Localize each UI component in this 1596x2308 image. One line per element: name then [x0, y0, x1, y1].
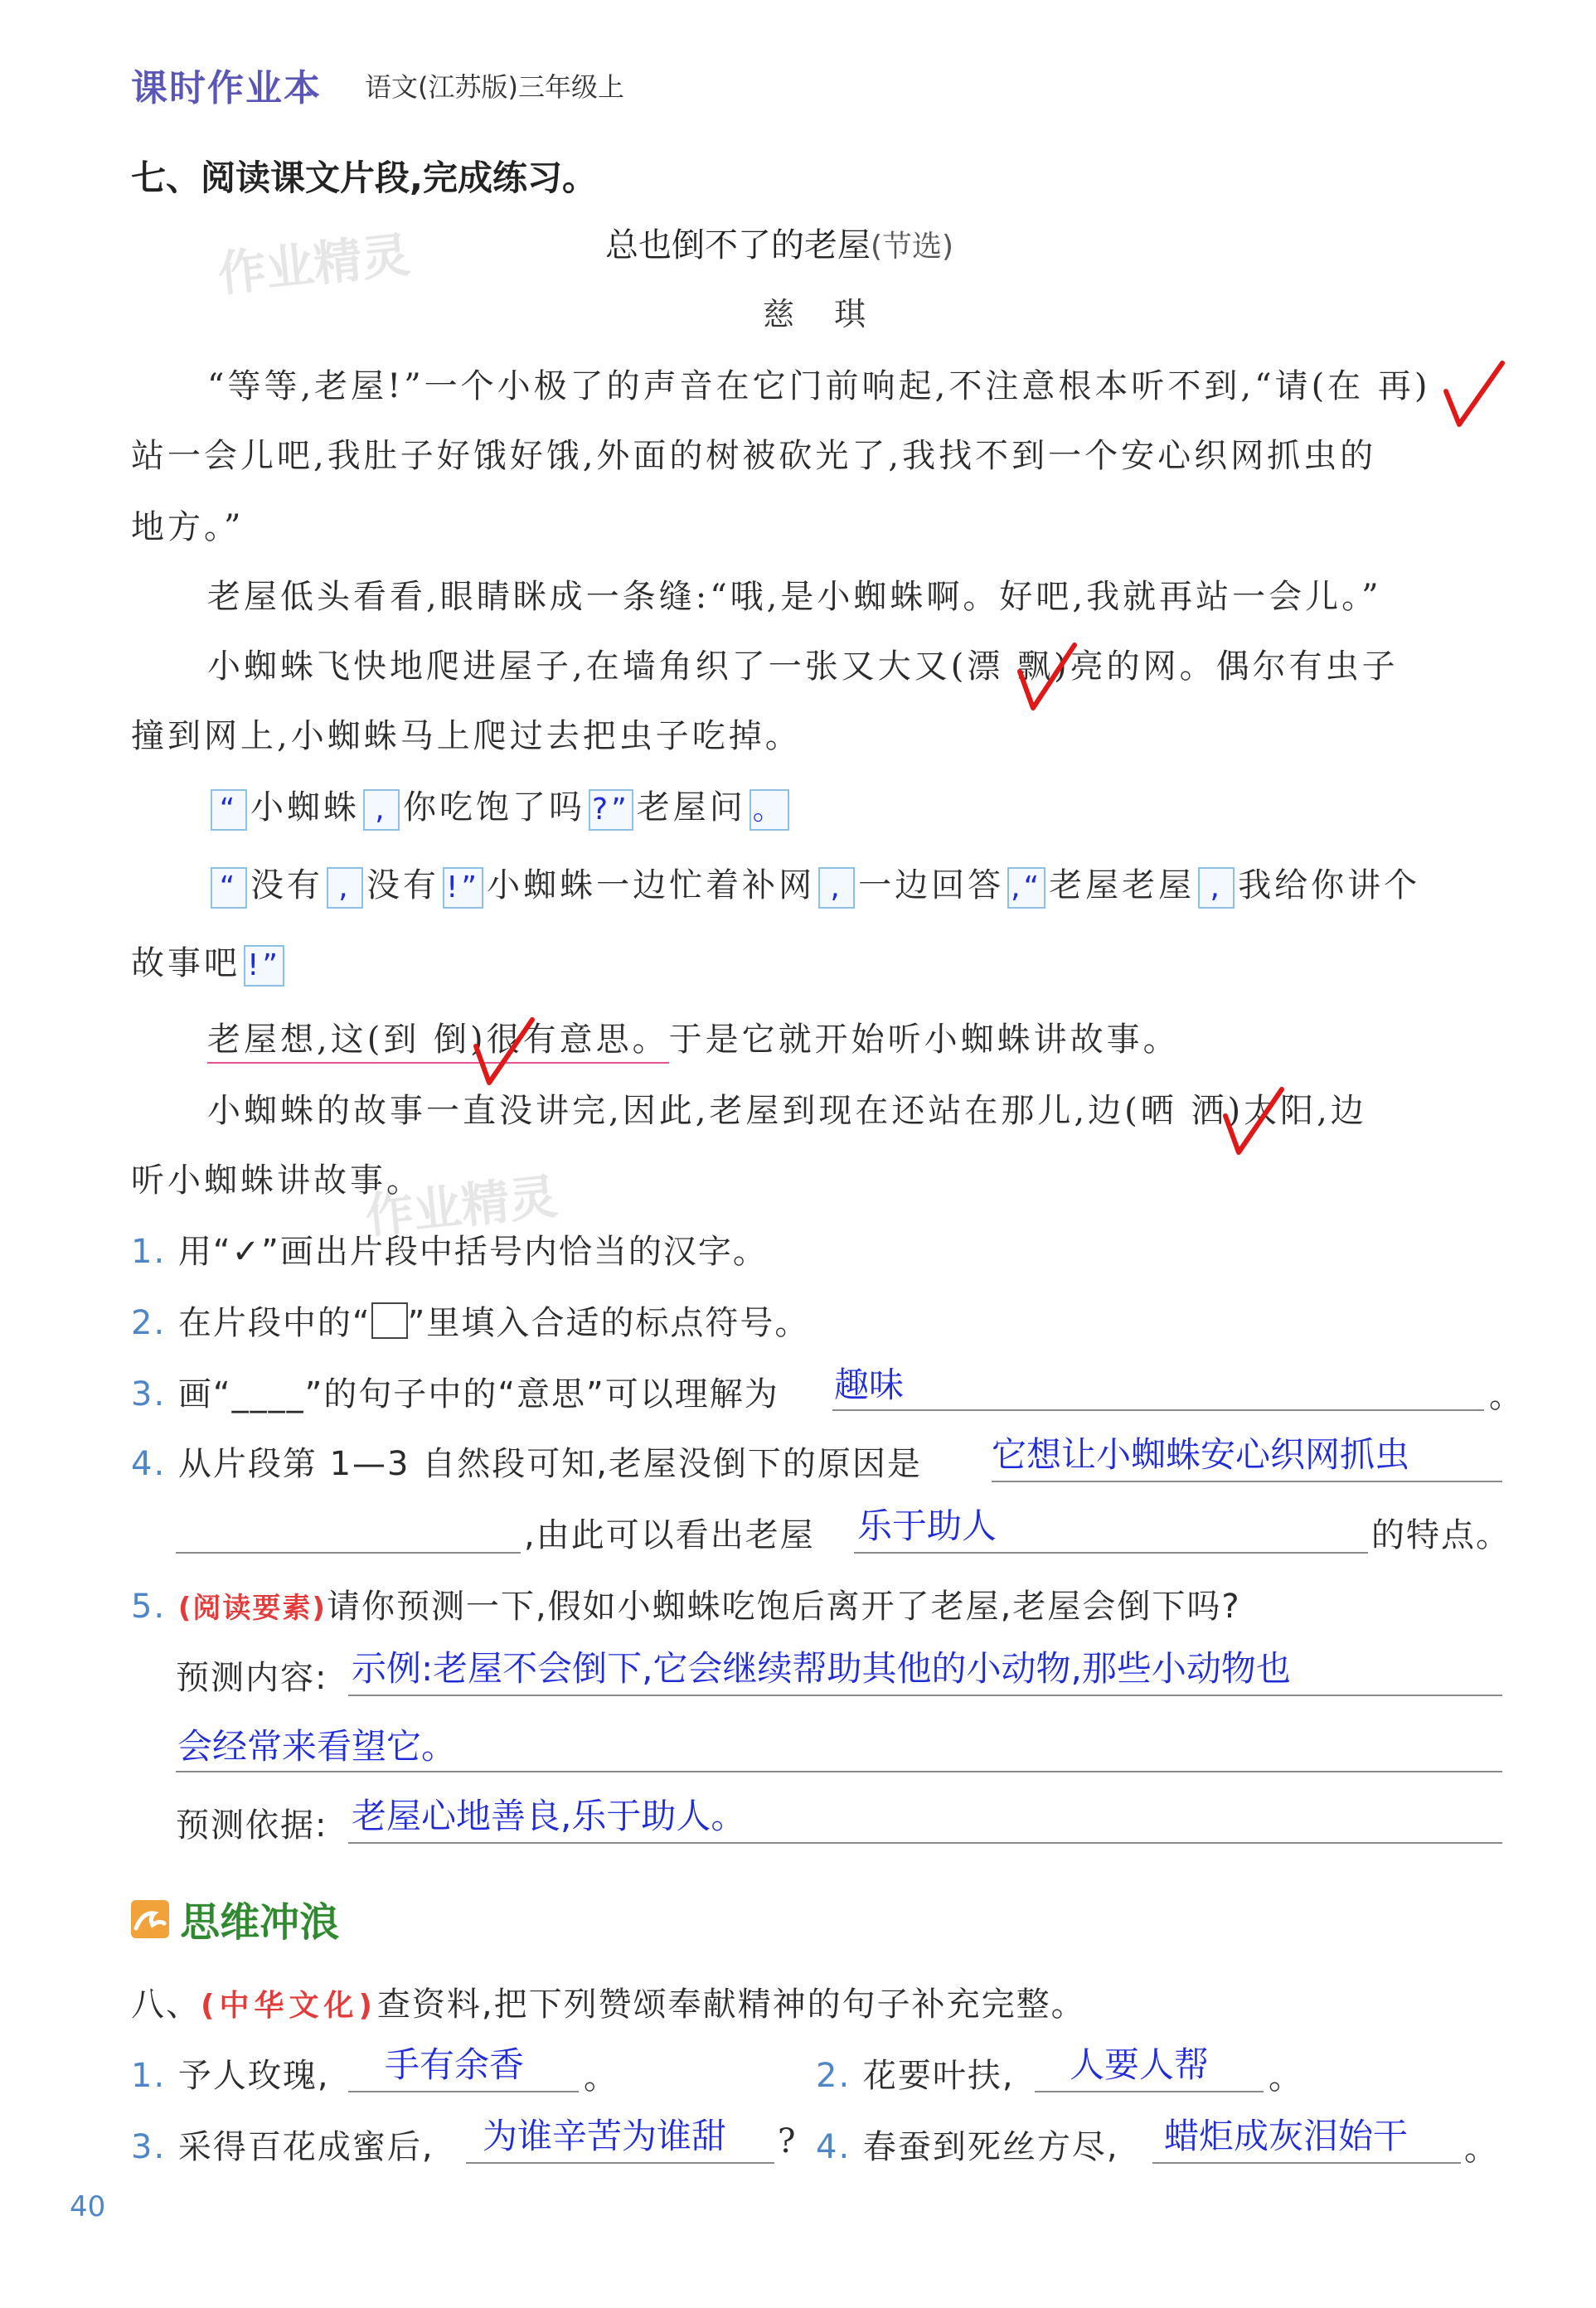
- answer-line: [992, 1481, 1502, 1482]
- question-text: 用“✓”画出片段中括号内恰当的汉字。: [177, 1233, 768, 1271]
- header-subtitle: 语文(江苏版)三年级上: [365, 71, 624, 103]
- question-number: 4.: [816, 2128, 851, 2166]
- watermark: 作业精灵: [215, 226, 413, 303]
- answer-line: [466, 2162, 774, 2164]
- paragraph-1-line-3: 地方。”: [131, 508, 245, 546]
- section8-item-2: [816, 2049, 1015, 2097]
- question-3-end: 。: [1489, 1377, 1526, 1415]
- item-prefix: 采得百花成蜜后,: [177, 2128, 434, 2166]
- punct-box[interactable]: ?”: [589, 789, 633, 831]
- answer-item-2[interactable]: 人要人帮: [1070, 2044, 1210, 2085]
- article-title-note: (节选): [871, 230, 954, 264]
- reading-tag: (阅读要素): [177, 1592, 327, 1625]
- punct-box[interactable]: !”: [244, 945, 284, 987]
- answer-prediction-content-2[interactable]: 会经常来看望它。: [177, 1726, 457, 1767]
- check-mark-icon: [471, 1013, 537, 1088]
- question-text: 画“____”的句子中的“意思”可以理解为: [177, 1375, 779, 1413]
- question-number: 5.: [131, 1588, 167, 1626]
- punct-box[interactable]: “: [211, 867, 247, 909]
- section8-number: 八、: [131, 1986, 201, 2024]
- answer-item-3[interactable]: 为谁辛苦为谁甜: [483, 2116, 727, 2156]
- p6-text: 于是它就开始听小蜘蛛讲故事。: [668, 1021, 1180, 1059]
- section8-item-4: [816, 2121, 1119, 2168]
- item-prefix: 春蚕到死丝方尽,: [862, 2128, 1119, 2166]
- section8-text: 查资料,把下列赞颂奉献精神的句子补充完整。: [376, 1986, 1086, 2024]
- item-4-end: 。: [1464, 2130, 1501, 2168]
- header-brand: 课时作业本: [131, 67, 322, 109]
- question-text: 从片段第 1—3 自然段可知,老屋没倒下的原因是: [177, 1445, 922, 1483]
- question-number: 1.: [131, 2057, 167, 2095]
- answer-item-1[interactable]: 手有余香: [385, 2044, 525, 2085]
- paragraph-5-line-2: [131, 937, 288, 987]
- question-number: 2.: [816, 2057, 851, 2095]
- paragraph-4: [207, 781, 793, 831]
- punct-box[interactable]: “: [211, 789, 247, 831]
- paragraph-5-line-1: [207, 859, 1420, 909]
- wave-icon: [131, 1900, 169, 1938]
- section7-title: 七、阅读课文片段,完成练习。: [131, 158, 597, 198]
- paragraph-6: [207, 1013, 1180, 1060]
- punct-box[interactable]: ,: [1198, 867, 1235, 909]
- p5-text: 老屋老屋: [1049, 866, 1196, 904]
- question-number: 2.: [131, 1304, 167, 1342]
- check-mark-icon: [1220, 1083, 1287, 1157]
- question-number: 1.: [131, 1233, 167, 1271]
- p5-text: 故事吧: [131, 944, 240, 982]
- section8-item-3: [131, 2121, 434, 2168]
- article-author: 慈 琪: [763, 296, 881, 332]
- prediction-basis-label: 预测依据:: [176, 1806, 328, 1845]
- answer-prediction-content[interactable]: 示例:老屋不会倒下,它会继续帮助其他的小动物,那些小动物也: [352, 1648, 1291, 1689]
- underlined-sentence: 老屋想,这(到 倒)很有意思。: [207, 1021, 669, 1064]
- question-number: 3.: [131, 2128, 167, 2166]
- question-5: [131, 1580, 1241, 1627]
- article-title-main: 总也倒不了的老屋: [605, 226, 871, 264]
- paragraph-7-line-2: 听小蜘蛛讲故事。: [131, 1161, 423, 1200]
- answer-line: [176, 1771, 1502, 1772]
- punct-box[interactable]: !”: [443, 867, 483, 909]
- p5-text: 小蜘蛛一边忙着补网: [487, 866, 816, 904]
- article-title: [605, 219, 953, 266]
- punct-box[interactable]: ,“: [1007, 867, 1045, 909]
- answer-line: [854, 1552, 1368, 1554]
- item-2-end: 。: [1269, 2058, 1305, 2097]
- question-1: [131, 1225, 768, 1273]
- item-prefix: 花要叶扶,: [862, 2057, 1015, 2095]
- paragraph-7-line-1: 小蜘蛛的故事一直没讲完,因此,老屋到现在还站在那儿,边(晒 洒)太阳,边: [207, 1092, 1367, 1130]
- answer-line: [348, 2091, 579, 2092]
- p4-text: 你吃饱了吗: [403, 788, 585, 827]
- question-text: ”里填入合适的标点符号。: [407, 1304, 810, 1342]
- punct-box[interactable]: ,: [818, 867, 855, 909]
- thinking-header: [131, 1890, 339, 1947]
- section8-item-1: [131, 2049, 330, 2097]
- section8-title: [131, 1978, 1086, 2025]
- watermark: 作业精灵: [362, 1168, 560, 1244]
- prediction-content-label: 预测内容:: [176, 1659, 328, 1697]
- p4-text: 小蜘蛛: [250, 788, 360, 827]
- answer-q3[interactable]: 趣味: [834, 1365, 905, 1405]
- answer-line: [1152, 2162, 1461, 2164]
- empty-box-icon: [371, 1302, 408, 1339]
- item-prefix: 予人玫瑰,: [177, 2057, 330, 2095]
- check-mark-icon: [1441, 358, 1507, 433]
- answer-item-4[interactable]: 蜡炬成灰泪始干: [1164, 2116, 1409, 2156]
- question-4: [131, 1438, 922, 1485]
- p4-text: 老屋问: [636, 788, 746, 827]
- paragraph-3-line-1: 小蜘蛛飞快地爬进屋子,在墙角织了一张又大又(漂 飘)亮的网。偶尔有虫子: [207, 647, 1399, 686]
- paragraph-1-line-1: “等等,老屋!”一个小极了的声音在它门前响起,不注意根本听不到,“请(在 再): [207, 367, 1431, 405]
- punct-box[interactable]: ,: [327, 867, 363, 909]
- p5-text: 一边回答: [858, 866, 1005, 904]
- answer-prediction-basis[interactable]: 老屋心地善良,乐于助人。: [352, 1796, 746, 1836]
- question-4-end: 的特点。: [1371, 1516, 1511, 1554]
- item-3-end: ?: [778, 2122, 799, 2160]
- answer-line: [1035, 2091, 1264, 2092]
- question-text: 在片段中的“: [177, 1304, 371, 1342]
- answer-line: [176, 1552, 521, 1554]
- paragraph-2: 老屋低头看看,眼睛眯成一条缝:“哦,是小蜘蛛啊。好吧,我就再站一会儿。”: [207, 578, 1382, 616]
- answer-q4-reason[interactable]: 它想让小蜘蛛安心织网抓虫: [992, 1434, 1410, 1475]
- p5-text: 没有: [250, 866, 323, 904]
- answer-line: [348, 1695, 1502, 1696]
- paragraph-1-line-2: 站一会儿吧,我肚子好饿好饿,外面的树被砍光了,我找不到一个安心织网抓虫的: [131, 437, 1377, 475]
- p5-text: 没有: [366, 866, 439, 904]
- answer-line: [348, 1842, 1502, 1844]
- paragraph-3-line-2: 撞到网上,小蜘蛛马上爬过去把虫子吃掉。: [131, 717, 802, 755]
- question-number: 4.: [131, 1445, 167, 1483]
- punct-box[interactable]: 。: [749, 789, 789, 831]
- question-3: [131, 1368, 779, 1415]
- p5-text: 我给你讲个: [1238, 866, 1421, 904]
- question-text: 请你预测一下,假如小蜘蛛吃饱后离开了老屋,老屋会倒下吗?: [326, 1588, 1241, 1626]
- thinking-title: 思维冲浪: [180, 1899, 340, 1946]
- check-mark-icon: [1015, 638, 1081, 713]
- punct-box[interactable]: ,: [363, 789, 400, 831]
- culture-tag: (中华文化): [201, 1989, 377, 2023]
- item-1-end: 。: [584, 2058, 620, 2097]
- page-number: 40: [70, 2190, 106, 2223]
- answer-line: [832, 1409, 1484, 1411]
- question-2: [131, 1297, 809, 1344]
- question-number: 3.: [131, 1375, 167, 1413]
- question-4-continued: ,由此可以看出老屋: [524, 1516, 815, 1554]
- answer-q4-trait[interactable]: 乐于助人: [857, 1506, 997, 1546]
